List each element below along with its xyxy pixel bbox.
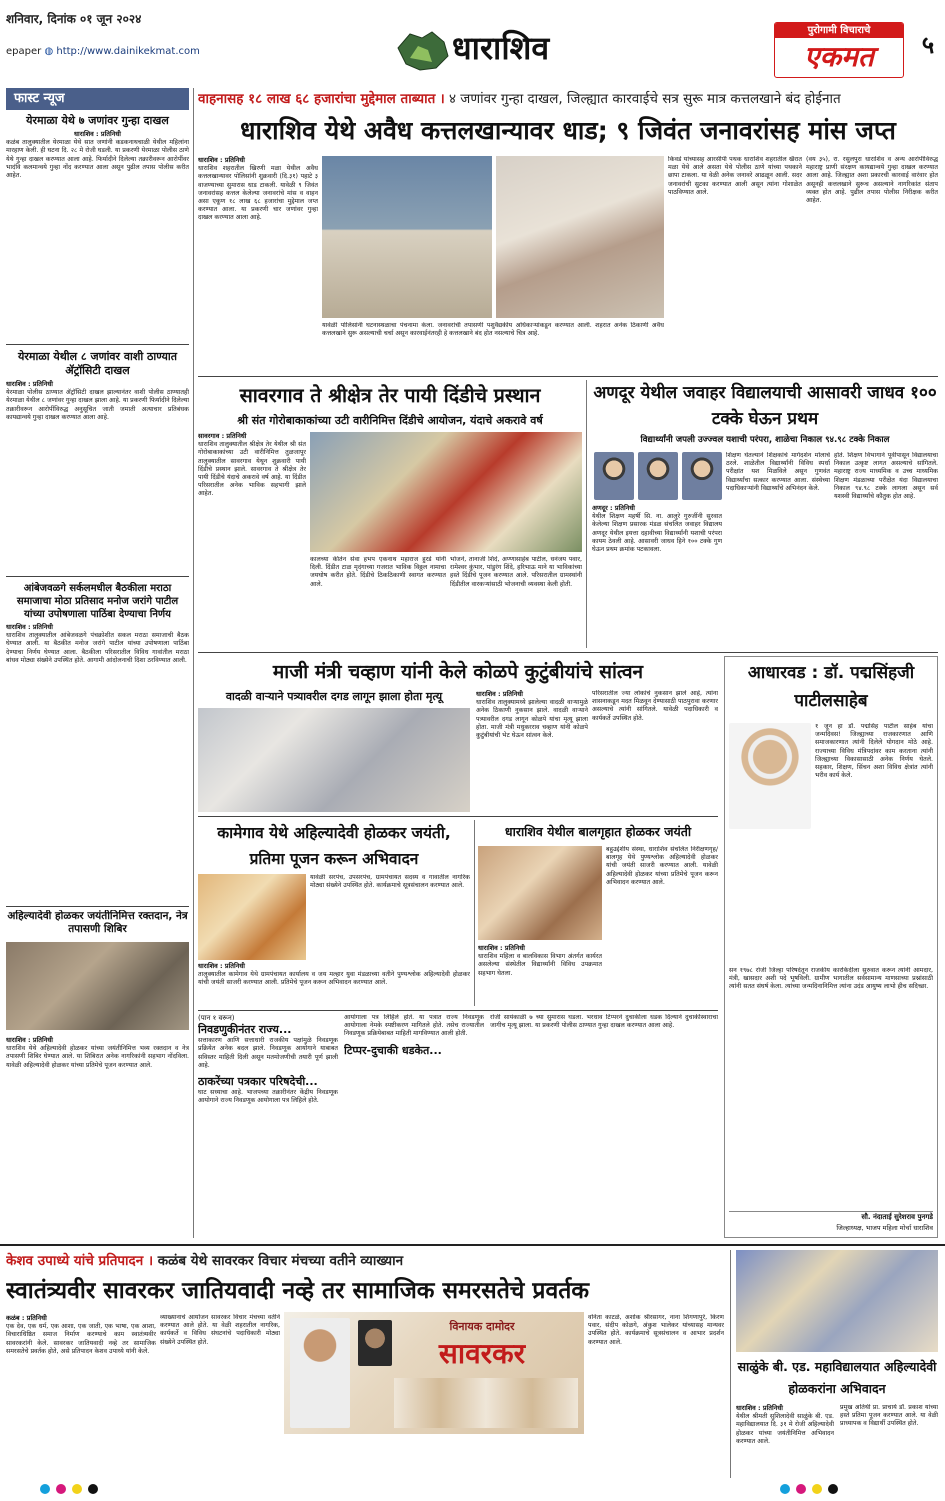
adharvad-box: [724, 656, 938, 1238]
lead-headline: धाराशिव येथे अवैध कत्तलखान्यावर धाड; ९ जिवंत जनावरांसह मांस जप्त: [240, 116, 896, 145]
student-photo-3: [682, 452, 722, 500]
globe-icon: ◍: [44, 46, 54, 57]
continued-body-1: सत्ताकारण आणि सत्ताधारी राजकीय पक्षांमुळे निवडणूक प्रक्रियेत अनेक बदल झाले. निवडणूक आयोगाने याबाबत सविस्तर माहिती दिली असून मतमोजणीची तयारी पूर्ण झाली आहे.: [198, 1037, 338, 1069]
banner-big-text: सावरकर: [438, 1337, 526, 1370]
school-column-1: [592, 504, 722, 648]
balgruh-column-1: [606, 846, 718, 1006]
kolpe-column-2: [592, 690, 718, 812]
school-headline: अणदूर येथील जवाहर विद्यालयाची आसावरी जाधव १०० टक्के घेऊन प्रथम: [593, 383, 937, 429]
kicker-separator: ।: [147, 1253, 154, 1269]
savarkar-body-3: वनिता काटळे, अशोक श्रीरसागर, नाना शिंगणापुरे, किरण पवार, संदीप कोळगे, अंकुश भालेकर यांच्यासह मान्यवर उपस्थित होते. कार्यक्रमाचे सूत्रसंचालन व आभार प्रदर्शन करण्यात आले.: [588, 1314, 724, 1346]
school-body-1: येथील शिक्षण महर्षी सि. ना. आलुरे गुरुजींनी सुरवात केलेल्या शिक्षण प्रसारक मंडळ संचलित जवाहर विद्यालय अणदूर येथील इयत्ता दहावीच्या विद्यार्थ्यांनी यशाची परंपरा कायम ठेवली आहे. आसावरी जाधव हिने १०० टक्के गुण घेऊन प्रथम क्रमांक पटकावला.: [592, 513, 722, 554]
school-body-3: होते. शिक्षण विभागाने पूर्वीपासून विद्यालयाचा निकाल उत्कृष्ट लागत असल्याचे सांगितले. महाराष्ट्र राज्य माध्यमिक व उच्च माध्यमिक शिक्षण मंडळाच्या परीक्षेत यंदा विद्यालयाचा निकाल ९४.९८ टक्के लागला असून सर्व यशस्वी विद्यार्थ्यांचे कौतुक होत आहे.: [834, 452, 938, 501]
kolpe-headline: माजी मंत्री चव्हाण यांनी केले कोळपे कुटुंबीयांचे सांत्वन: [272, 661, 644, 683]
registration-marks-right: [780, 1484, 940, 1496]
lead-body-2: यावेळी पोलिसांनी घटनास्थळाचा पंचनामा केला. जनावरांची तपासणी पशुवैद्यकीय अधिकाऱ्यांकडून करण्यात आली. शहरात अनेक ठिकाणी अवैध कत्तलखाने सुरू असल्याची चर्चा असून कारवाईनंतरही हे कत्तलखाने बंद होत नसल्याचे चित्र आहे.: [322, 322, 664, 338]
divider: [6, 906, 189, 907]
kamegaon-event-photo: [198, 874, 306, 960]
savarkar-byline: कळंब : प्रतिनिधी: [6, 1314, 47, 1322]
savarkar-body-2: व्याख्यानाचे आयोजन सावरकर विचार मंचच्या वतीने करण्यात आले होते. या वेळी शहरातील नागरिक, कार्यकर्ते व विविध संघटनांचे पदाधिकारी मोठ्या संख्येने उपस्थित होते.: [160, 1314, 280, 1346]
savarkar-kicker-rest: कळंब येथे सावरकर विचार मंचच्या वतीने व्याख्यान: [157, 1253, 404, 1269]
kolpe-body-2: परिसरातील ज्या लोकांचे नुकसान झाले आहे, त्यांना शासनाकडून मदत मिळवून देण्यासाठी पाठपुरावा करणार असल्याचे त्यांनी सांगितले. यावेळी पदाधिकारी व कार्यकर्ते उपस्थित होते.: [592, 690, 718, 722]
dindi-body-2: कालच्या कीर्तन सेवा हभप एकनाथ महाराज हुरडे यांनी दिली. दिंडीत टाळ मृदंगाच्या गजरात भाविक विठ्ठल नामाचा जयघोष करीत होते. दिंडीचे ठिकठिकाणी स्वागत करण्यात आले.: [310, 556, 446, 588]
lead-column-1: [198, 156, 318, 370]
school-body-2: शिक्षण घेतल्याने शिक्षकांचे मार्गदर्शन मोलाचे ठरले. शाळेतील विद्यार्थ्यांनी विविध स्पर्धा परीक्षांत यश मिळविले असून गुणवंत विद्यार्थ्यांचा सत्कार करण्यात आला. संस्थेच्या पदाधिकाऱ्यांनी विद्यार्थ्यांचे अभिनंदन केले.: [726, 452, 830, 492]
balgruh-column-2: [478, 944, 602, 1006]
lead-column-2: [322, 322, 664, 372]
lead-byline: धाराशिव : प्रतिनिधी: [198, 156, 245, 164]
balgruh-byline: धाराशिव : प्रतिनिधी: [478, 944, 525, 952]
brand-box: [774, 22, 904, 78]
fast-news-item-1: [6, 114, 189, 344]
news-body: कळंब तालुक्यातील येरमाळा येथे सात जणांनी कडकनाथचाळी येथील महिलांना मारहाण केली. ही घटना दि. २८ मे रोजी घडली. या प्रकरणी येरमाळा पोलीस ठाणे येथे गुन्हा दाखल करण्यात आला आहे. फिर्यादीने दिलेल्या तक्रारीवरून आरोपींवर भादंवि कलमान्वये गुन्हा नोंद करण्यात आला असून पुढील तपास पोलीस करीत आहेत.: [6, 139, 189, 180]
edition-title: धाराशिव: [452, 29, 550, 67]
speaker-photo: [290, 1318, 350, 1428]
dindi-body-3: भोजने, तानाजी शिंदे, अण्णासाहेब पाटील, धनंजय पवार, रामेश्वर कुंभार, पांडुरंग शिंदे, हरिभाऊ माने या भाविकांच्या हस्ते दिंडीचे पूजन करण्यात आले. परिसरातील ग्रामस्थांनी दिंडीतील वारकऱ्यांसाठी भोजनाची व्यवस्था केली होती.: [450, 556, 582, 588]
kolpe-byline: धाराशिव : प्रतिनिधी: [476, 690, 523, 698]
kolpe-column-1: [476, 690, 588, 812]
cyan-swatch: [40, 1484, 50, 1494]
news-byline: धाराशिव : प्रतिनिधी: [6, 1036, 53, 1044]
brand-logo: एकमत: [804, 40, 874, 73]
yellow-swatch: [72, 1484, 82, 1494]
lead-body-3: किंवडे यांच्यासह आरसीपी पथक धाराशिव शहरातील खैरात मळा येथे आले असता येथे पोलीस ठाणे यांच्या पथकाने छापा टाकला. या वेळी अनेक जनावरे आढळून आली. सदर जनावरांची सुटका करण्यात आली असून त्यांना गोशाळेत पाठविण्यात आले.: [668, 156, 802, 196]
college-headline: साळुंके बी. एड. महाविद्यालयात अहिल्यादेवी होळकरांना अभिवादन: [737, 1359, 937, 1396]
brand-tagline: पुरोगामी विचाराचे: [775, 23, 903, 38]
school-subhead: विद्यार्थ्यांनी जपली उज्ज्वल यशाची परंपरा, शाळेचा निकाल ९४.९८ टक्के निकाल: [640, 435, 890, 445]
district-map-icon: [392, 28, 452, 74]
news-body: धाराशिव तालुक्यातील आंबेजवळगे पंचक्रोशीत सकल मराठा समाजाची बैठक घेण्यात आली. या बैठकीत मनोज जरांगे पाटील यांच्या उपोषणाला पाठिंबा देण्याचा निर्णय घेण्यात आला. बैठकीला परिसरातील विविध गावांतील मराठा बांधव मोठ्या संख्येने उपस्थित होते. आगामी आंदोलनाची दिशा ठरविण्यात आली.: [6, 632, 189, 664]
registration-marks-left: [40, 1484, 200, 1496]
savarkar-headline: स्वातंत्र्यवीर सावरकर जातियवादी नव्हे तर सामाजिक समरसतेचे प्रवर्तक: [6, 1278, 590, 1304]
dindi-byline: सावरगाव : प्रतिनिधी: [198, 432, 247, 440]
banner-small-text: विनायक दामोदर: [449, 1320, 515, 1333]
lead-body-4: (वय ३५), रा. रसुलपुरा धाराशिव व अन्य आरोपींविरुद्ध महाराष्ट्र प्राणी संरक्षण कायद्यान्वये गुन्हा दाखल करण्यात आला आहे. जिल्ह्यात अशा प्रकारची कारवाई वारंवार होत असूनही कत्तलखाने सुरूच असल्याने नागरिकांत संताप व्यक्त होत आहे. पुढील तपास पोलीस निरीक्षक करीत आहेत.: [806, 156, 938, 205]
adharvad-author-block: [729, 1211, 933, 1235]
magenta-swatch: [56, 1484, 66, 1494]
lead-kicker: वाहनासह १८ लाख ६८ हजारांचा मुद्देमाल ताब्यात: [198, 91, 436, 107]
adharvad-body-2: सन १९७८ रोजी जिल्हा परिषदेतून राजकीय कारकिर्दीला सुरुवात करून त्यांनी आमदार, मंत्री, खासदार अशी पदे भूषविली. ग्रामीण भागातील सर्वसामान्य माणसाच्या प्रश्नांसाठी त्यांनी सतत संघर्ष केला. त्यांच्या जन्मदिनानिमित्त त्यांना उदंड आयुष्य लाभो हीच सदिच्छा.: [729, 967, 933, 991]
lead-kicker-row: [198, 88, 938, 110]
college-column-2: [840, 1404, 938, 1478]
adharvad-headline: आधारवड : डॉ. पद्मसिंहजी पाटीलसाहेब: [747, 663, 915, 711]
college-body-2: प्रमुख अतिथी प्रा. प्राचार्य डॉ. प्रकाश यांच्या हस्ते प्रतिमा पूजन करण्यात आले. या वेळी प्राध्यापक व विद्यार्थी उपस्थित होते.: [840, 1404, 938, 1428]
continued-title-2: ठाकरेंच्या पत्रकार परिषदेची...: [198, 1075, 318, 1089]
fast-news-header: फास्ट न्यूज: [6, 88, 189, 110]
continued-title-1: निवडणुकीनंतर राज्य...: [198, 1023, 292, 1037]
dindi-column-1: [198, 432, 306, 648]
black-swatch: [88, 1484, 98, 1494]
news-title: येरमाळा येथे ७ जणांवर गुन्हा दाखल: [26, 114, 169, 127]
kamegaon-body-1: तालुक्यातील कामेगाव येथे ग्रामपंचायत कार्यालय व जय मल्हार युवा मंडळाच्या वतीने पुण्यश्लोक अहिल्यादेवी होळकर यांची जयंती साजरी करण्यात आली. प्रतिमेचे पूजन करून अभिवादन करण्यात आले.: [198, 971, 470, 987]
kolpe-body-1: धाराशिव तालुक्यामध्ये झालेल्या वादळी वाऱ्यामुळे अनेक ठिकाणी नुकसान झाले. वादळी वाऱ्याने पत्र्यावरील दगड लागून कोळपे यांचा मृत्यू झाला होता. माजी मंत्री मधुकरराव चव्हाण यांनी कोळपे कुटुंबीयांची भेट घेऊन सांत्वन केले.: [476, 699, 588, 740]
savarkar-body-1: एक देव, एक धर्म, एक आशा, एक जाती, एक भाषा, एक आशा, विचाराधिष्ठित समाज निर्माण करण्याचे काम स्वातंत्र्यवीर सावरकरांनी केले. सावरकर जातियवादी नव्हे तर सामाजिक समरसतेचे प्रवर्तक होते, असे प्रतिपादन केशव उपाध्ये यांनी केले.: [6, 1323, 156, 1355]
kamegaon-column-2: [310, 874, 470, 960]
fast-news-column: [6, 88, 189, 1238]
continued-body-4: रोजी सायंकाळी ७ च्या सुमारास घडला. भरधाव टिप्परने दुचाकीला धडक दिल्याने दुचाकीस्वाराचा जागीच मृत्यू झाला. या प्रकरणी पोलीस ठाण्यात गुन्हा दाखल करण्यात आला आहे.: [490, 1014, 718, 1030]
student-photo-1: [594, 452, 634, 500]
column-divider: [586, 380, 587, 648]
savarkar-column-3: [588, 1314, 724, 1478]
news-body: धाराशिव येथे अहिल्यादेवी होळकर यांच्या जयंतीनिमित्त भव्य रक्तदान व नेत्र तपासणी शिबिर घेण्यात आले. या शिबिरात अनेक नागरिकांनी सहभाग नोंदविला. यावेळी अहिल्यादेवी होळकर यांच्या प्रतिमेचे पूजन करण्यात आले.: [6, 1045, 189, 1069]
college-byline: धाराशिव : प्रतिनिधी: [736, 1404, 783, 1412]
page-number: ५: [921, 31, 935, 59]
epaper-line: [6, 46, 226, 58]
news-byline: धाराशिव : प्रतिनिधी: [6, 623, 53, 631]
savarkar-column-1: [6, 1314, 156, 1478]
student-photo-2: [638, 452, 678, 500]
lead-kicker-rest: ४ जणांवर गुन्हा दाखल, जिल्ह्यात कारवाईचे सत्र सुरू मात्र कत्तलखाने बंद होईनात: [448, 91, 841, 107]
school-column-3: [834, 452, 938, 648]
continued-title-3: टिप्पर-दुचाकी धडकेत...: [344, 1043, 442, 1057]
cattle-photo: [322, 156, 492, 318]
author-title: जिल्हाध्यक्ष, भाजप महिला मोर्चा धाराशिव: [836, 1224, 933, 1232]
blood-donation-photo: [6, 942, 189, 1030]
kamegaon-byline: धाराशिव : प्रतिनिधी: [198, 962, 245, 970]
savarkar-banner-photo: [284, 1312, 584, 1434]
balgruh-headline: धाराशिव येथील बालगृहात होळकर जयंती: [504, 824, 692, 839]
dindi-subhead: श्री संत गोरोबाकाकांच्या उटी वारीनिमित्त दिंडीचे आयोजन, यंदाचे अकरावे वर्ष: [237, 414, 543, 427]
seized-meat-photo: [496, 156, 664, 318]
lead-column-3: [668, 156, 802, 372]
lead-column-4: [806, 156, 938, 372]
dindi-column-3: [450, 556, 582, 648]
leader-portrait: [729, 723, 811, 829]
masthead: [0, 0, 945, 82]
news-byline: धाराशिव : प्रतिनिधी: [6, 380, 53, 388]
savarkar-portrait: [358, 1320, 392, 1366]
continued-column-2: [344, 1014, 484, 1238]
fast-news-item-2: [6, 350, 189, 570]
balgruh-body-2: धाराशिव महिला व बालविकास विभाग अंतर्गत कार्यरत असलेल्या संस्थेतील विद्यार्थ्यांनी विविध उपक्रमात सहभाग घेतला.: [478, 953, 602, 977]
continued-column-3: [490, 1014, 718, 1238]
kamegaon-column-1: [198, 962, 470, 1006]
condolence-visit-photo: [198, 708, 470, 812]
college-body-1: येथील श्रीमती सुशिलादेवी साळुंके बी. एड. महाविद्यालयात दि. ३१ मे रोजी अहिल्यादेवी होळकर यांच्या जयंतीनिमित्त अभिवादन करण्यात आले.: [736, 1413, 834, 1445]
dindi-procession-photo: [310, 432, 582, 552]
college-column-1: [736, 1404, 834, 1478]
lead-body-1: धाराशिव शहरातील खिरणी मळा येथील अवैध कत्तलखान्यावर पोलिसांनी शुक्रवारी (दि.३१) पहाटे ३ वाजण्याच्या सुमारास धाड टाकली. यावेळी ९ जिवंत जनावरांसह कत्तल केलेल्या जनावरांचे मांस व वाहन असा एकूण १८ लाख ६८ हजारांचा मुद्देमाल जप्त करण्यात आला. या प्रकरणी चार जणांवर गुन्हा दाखल करण्यात आला आहे.: [198, 165, 318, 222]
website-link[interactable]: http://www.dainikekmat.com: [56, 46, 200, 57]
magenta-swatch: [796, 1484, 806, 1494]
yellow-swatch: [812, 1484, 822, 1494]
news-title: अहिल्यादेवी होळकर जयंतीनिमित्त रक्तदान, नेत्र तपासणी शिबिर: [7, 910, 188, 935]
kamegaon-headline: कामेगाव येथे अहिल्यादेवी होळकर जयंती, प्रतिमा पूजन करून अभिवादन: [217, 824, 451, 868]
kicker-separator: ।: [439, 91, 445, 107]
news-body: येरमाळा पोलीस ठाण्यात ॲट्रॉसिटी दाखल झाल्यानंतर वाशी पोलीस ठाण्यातही येरमाळा येथील ८ जणांवर गुन्हा दाखल झाला आहे. या प्रकरणी फिर्यादीने दिलेल्या तक्रारीवरून आरोपींविरुद्ध अनुसूचित जाती जमाती अत्याचार प्रतिबंधक कायद्यान्वये गुन्हा दाखल करण्यात आला आहे.: [6, 389, 189, 421]
fast-news-item-4: [6, 910, 189, 1238]
continued-tag: (पान १ वरून): [198, 1014, 235, 1022]
masthead-date: शनिवार, दिनांक ०१ जून २०२४: [6, 12, 142, 26]
school-byline: अणदूर : प्रतिनिधी: [592, 504, 635, 512]
dindi-body-1: धाराशिव तालुक्यातील श्रीक्षेत्र तेर येथील श्री संत गोरोबाकाकांच्या उटी वारीनिमित्त तुळजापूर तालुक्यातील सावरगाव येथून शुक्रवारी पायी दिंडीचे प्रस्थान झाले. सावरगाव ते श्रीक्षेत्र तेर पायी दिंडीचे यंदाचे अकरावे वर्ष आहे. या दिंडीत परिसरातील अनेक भाविक सहभागी झाले आहेत.: [198, 441, 306, 498]
college-event-photo: [736, 1250, 938, 1352]
divider: [198, 652, 938, 653]
divider: [198, 816, 718, 817]
balgruh-event-photo: [478, 846, 602, 940]
savarkar-kicker-row: [6, 1250, 726, 1272]
column-divider: [474, 820, 475, 1006]
divider: [198, 376, 938, 377]
adharvad-body-1: १ जून हा डॉ. पद्मसिंह पाटील साहेब यांचा जन्मदिवस! जिल्ह्याच्या राजकारणात आणि समाजकारणात त्यांनी दिलेले योगदान मोठे आहे. राज्याच्या विविध मंत्रिपदांवर काम करताना त्यांनी जिल्ह्याच्या विकासासाठी अनेक निर्णय घेतले. सहकार, शिक्षण, सिंचन अशा विविध क्षेत्रांत त्यांनी भरीव कार्य केले.: [815, 723, 933, 780]
divider: [198, 1010, 718, 1011]
news-byline: धाराशिव : प्रतिनिधी: [74, 130, 121, 138]
divider: [6, 344, 189, 345]
continued-body-2: घाट सध्याचा आहे. भाजपच्या तक्रारीनंतर केंद्रीय निवडणूक आयोगाने राज्य निवडणूक आयोगाला पत्र लिहिले होते.: [198, 1089, 338, 1105]
kamegaon-body-2: यावेळी सरपंच, उपसरपंच, ग्रामपंचायत सदस्य व गावातील नागरिक मोठ्या संख्येने उपस्थित होते. कार्यक्रमाचे सूत्रसंचालन करण्यात आले.: [310, 874, 470, 890]
divider: [0, 1244, 945, 1246]
news-title: येरमाळा येथील ८ जणांवर वाशी ठाण्यात ॲट्रॉसिटी दाखल: [18, 350, 177, 377]
dindi-headline: सावरगाव ते श्रीक्षेत्र तेर पायी दिंडीचे प्रस्थान: [239, 384, 541, 407]
cyan-swatch: [780, 1484, 790, 1494]
dignitaries-row: [394, 1378, 578, 1428]
savarkar-column-2: [160, 1314, 280, 1478]
epaper-label: epaper: [6, 46, 42, 57]
column-divider: [193, 88, 194, 1238]
news-title: आंबेजवळगे सर्कलमधील बैठकीला मराठा समाजाचा मोठा प्रतिसाद मनोज जरांगे पाटील यांच्या उपोषणाला पाठिंबा देण्याचा निर्णय: [16, 583, 179, 620]
fast-news-item-3: [6, 582, 189, 902]
school-column-2: [726, 452, 830, 648]
continued-column-1: [198, 1014, 338, 1238]
author-name: सौ. नंदाताई सुरेशराव पुनगडे: [861, 1213, 933, 1221]
divider: [6, 576, 189, 577]
news-text-block: [6, 1036, 189, 1236]
balgruh-body-1: बहुउद्देशीय संस्था, धाराशिव संचलित निरीक्षणगृह/बालगृह येथे पुण्यश्लोक अहिल्यादेवी होळकर यांची जयंती साजरी करण्यात आली. यावेळी अहिल्यादेवी होळकर यांच्या प्रतिमेचे पूजन करून अभिवादन करण्यात आले.: [606, 846, 718, 886]
continued-body-3: आयोगाला पत्र लिहिले होते. या पत्रात राज्य निवडणूक आयोगाला नेमके स्पष्टीकरण मागितले होते. तसेच राज्यातील निवडणूक प्रक्रियेबाबत माहिती मागविण्यात आली होती.: [344, 1014, 484, 1038]
black-swatch: [828, 1484, 838, 1494]
kolpe-subhead: वादळी वाऱ्याने पत्र्यावरील दगड लागून झाला होता मृत्यू: [225, 690, 443, 703]
column-divider: [730, 1250, 731, 1478]
dindi-column-2: [310, 556, 446, 648]
savarkar-kicker: केशव उपाध्ये यांचे प्रतिपादन: [6, 1253, 144, 1269]
